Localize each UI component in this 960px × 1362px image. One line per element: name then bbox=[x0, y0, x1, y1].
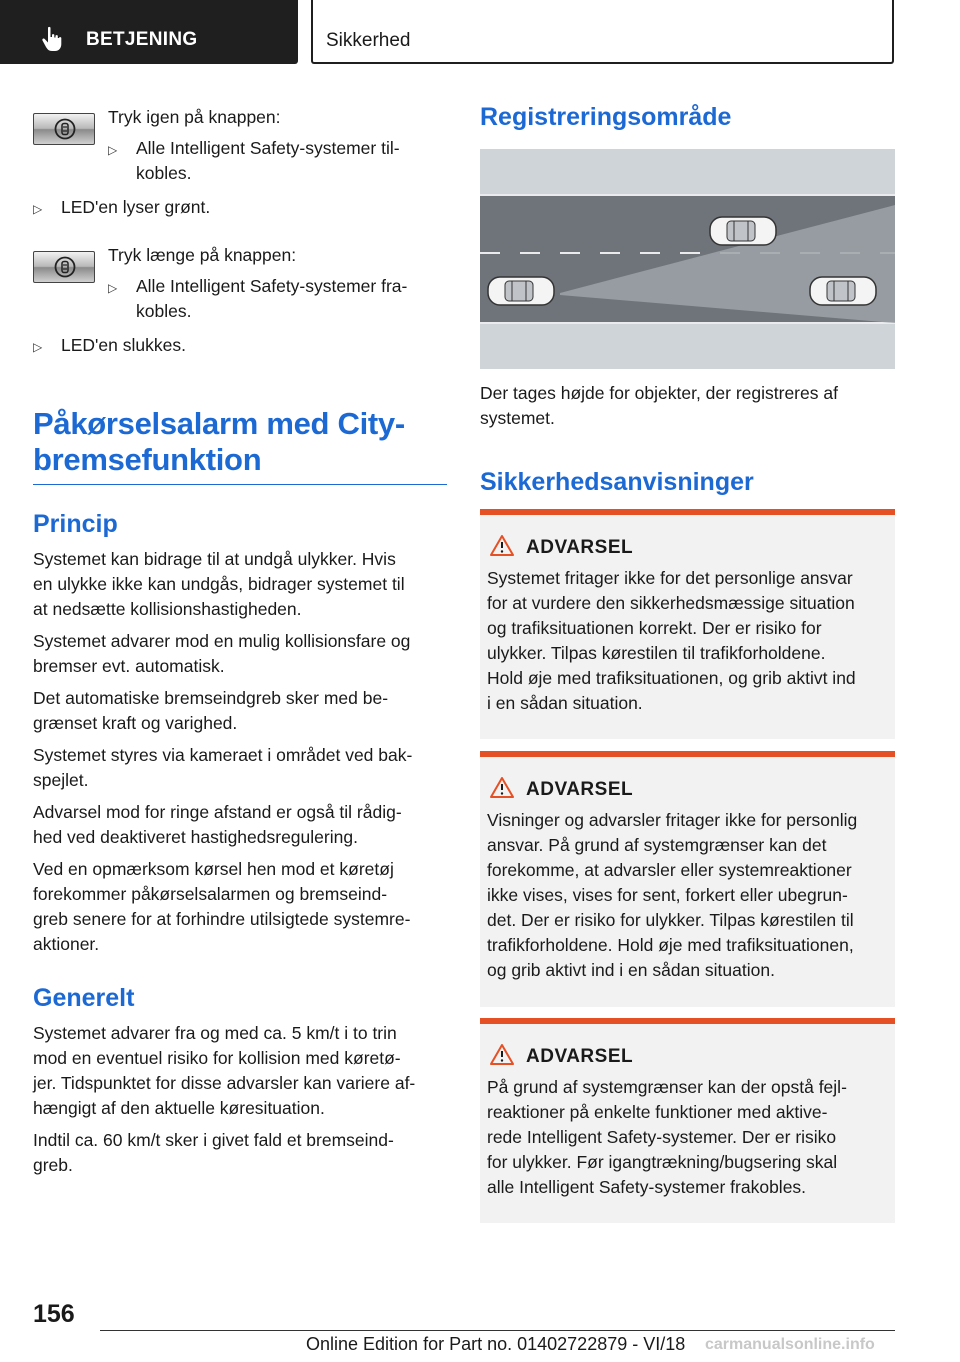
paragraph-line: greb senere for at forhindre utilsigtede systemre- bbox=[33, 909, 411, 929]
footer-rule bbox=[100, 1330, 895, 1331]
diagram-caption: Der tages højde for objekter, der registreres af bbox=[480, 383, 838, 403]
car-icon bbox=[710, 217, 776, 245]
press-long-text: Tryk længe på knappen: bbox=[108, 245, 297, 265]
header-section-title: BETJENING bbox=[86, 29, 198, 50]
paragraph-line: hed ved deaktiveret hastighedsregulering. bbox=[33, 827, 358, 847]
registrering-heading: Registreringsområde bbox=[480, 103, 732, 131]
sub-item-line: Alle Intelligent Safety-systemer til- bbox=[136, 138, 400, 158]
list-item: LED'en lyser grønt. bbox=[61, 197, 211, 217]
paragraph-line: Systemet kan bidrage til at undgå ulykker. Hvis bbox=[33, 549, 396, 569]
warning-line: trafikforholdene. Hold øje med trafiksituationen, bbox=[487, 935, 854, 955]
warning-line: Hold øje med trafiksituationen, og grib aktivt ind bbox=[487, 668, 856, 688]
bullet-arrow: ▷ bbox=[108, 143, 118, 157]
paragraph-line: Advarsel mod for ringe afstand er også til rådig- bbox=[33, 802, 402, 822]
warning-line: for at vurdere den sikkerhedsmæssige situation bbox=[487, 593, 855, 613]
edition-text: Online Edition for Part no. 01402722879 - VI/18 bbox=[306, 1334, 686, 1354]
paragraph-line: jer. Tidspunktet for disse advarsler kan variere af- bbox=[33, 1073, 416, 1093]
paragraph-line: at nedsætte kollisionshastigheden. bbox=[33, 599, 302, 619]
paragraph-line: Systemet advarer mod en mulig kollisionsfare og bbox=[33, 631, 411, 651]
sub-item-line: kobles. bbox=[136, 301, 192, 321]
detection-area-diagram bbox=[480, 149, 895, 369]
generelt-heading: Generelt bbox=[33, 984, 135, 1012]
warning-line: og trafiksituationen korrekt. Der er risiko for bbox=[487, 618, 822, 638]
warning-title: ADVARSEL bbox=[526, 779, 634, 800]
sikkerhed-heading: Sikkerhedsanvisninger bbox=[480, 468, 754, 496]
bullet-arrow: ▷ bbox=[108, 281, 118, 295]
warning-line: På grund af systemgrænser kan der opstå fejl- bbox=[487, 1077, 847, 1097]
warning-title: ADVARSEL bbox=[526, 1046, 634, 1067]
paragraph-line: forekommer påkørselsalarmen og bremseind- bbox=[33, 884, 388, 904]
warning-line: Systemet fritager ikke for det personlige ansvar bbox=[487, 568, 853, 588]
warning-line: forekomme, at advarsler eller systemreaktioner bbox=[487, 860, 852, 880]
paragraph-line: Ved en opmærksom kørsel hen mod et køretøj bbox=[33, 859, 394, 879]
safety-button-image bbox=[33, 113, 95, 145]
page-number: 156 bbox=[33, 1300, 75, 1328]
safety-button-image bbox=[33, 251, 95, 283]
warning-title: ADVARSEL bbox=[526, 537, 634, 558]
warning-box bbox=[480, 1018, 895, 1223]
paragraph-line: bremser evt. automatisk. bbox=[33, 656, 225, 676]
diagram-caption: systemet. bbox=[480, 408, 555, 428]
warning-line: alle Intelligent Safety-systemer frakobles. bbox=[487, 1177, 807, 1197]
warning-box bbox=[480, 509, 895, 739]
warning-line: rede Intelligent Safety-systemer. Der er risiko bbox=[487, 1127, 837, 1147]
heading-rule bbox=[33, 484, 447, 485]
warning-triangle-icon bbox=[489, 776, 515, 799]
intelligent-safety-icon bbox=[53, 255, 77, 279]
press-again-text: Tryk igen på knappen: bbox=[108, 107, 281, 127]
car-icon bbox=[488, 277, 554, 305]
warning-text bbox=[487, 808, 891, 983]
paragraph-line: en ulykke ikke kan undgås, bidrager systemet til bbox=[33, 574, 405, 594]
sub-item-line: kobles. bbox=[136, 163, 192, 183]
warning-line: reaktioner på enkelte funktioner med aktive- bbox=[487, 1102, 828, 1122]
paragraph-line: Systemet styres via kameraet i området ved bak- bbox=[33, 745, 413, 765]
warning-box bbox=[480, 751, 895, 1007]
hand-icon bbox=[40, 26, 64, 52]
warning-line: ulykker. Tilpas kørestilen til trafikforholdene. bbox=[487, 643, 826, 663]
warning-line: Visninger og advarsler fritager ikke for personlig bbox=[487, 810, 858, 830]
car-icon bbox=[810, 277, 876, 305]
bullet-arrow: ▷ bbox=[33, 340, 43, 354]
paragraph-line: mod en eventuel risiko for kollision med køretø- bbox=[33, 1048, 401, 1068]
warning-triangle-icon bbox=[489, 534, 515, 557]
princip-heading: Princip bbox=[33, 510, 118, 538]
warning-line: og grib aktivt ind i en sådan situation. bbox=[487, 960, 775, 980]
warning-line: ikke vises, vises for sent, forkert eller ubegrun- bbox=[487, 885, 848, 905]
sub-item-line: Alle Intelligent Safety-systemer fra- bbox=[136, 276, 408, 296]
paragraph-line: Indtil ca. 60 km/t sker i givet fald et bremseind- bbox=[33, 1130, 394, 1150]
warning-line: for ulykker. Før igangtrækning/bugsering skal bbox=[487, 1152, 838, 1172]
main-heading bbox=[33, 406, 405, 478]
warning-triangle-icon bbox=[489, 1043, 515, 1066]
paragraph-line: aktioner. bbox=[33, 934, 100, 954]
watermark-text: carmanualsonline.info bbox=[705, 1336, 875, 1353]
warning-text bbox=[487, 566, 891, 716]
header-section-tab bbox=[0, 0, 298, 64]
paragraph-line: grænset kraft og varighed. bbox=[33, 713, 238, 733]
warning-line: i en sådan situation. bbox=[487, 693, 643, 713]
warning-text bbox=[487, 1075, 891, 1200]
paragraph-line: Det automatiske bremseindgreb sker med be- bbox=[33, 688, 389, 708]
intelligent-safety-icon bbox=[53, 117, 77, 141]
paragraph-line: Systemet advarer fra og med ca. 5 km/t i to trin bbox=[33, 1023, 397, 1043]
header-chapter-title: Sikkerhed bbox=[326, 30, 411, 51]
bullet-arrow: ▷ bbox=[33, 202, 43, 216]
paragraph-line: spejlet. bbox=[33, 770, 89, 790]
paragraph-line: hængigt af den aktuelle køresituation. bbox=[33, 1098, 325, 1118]
warning-line: ansvar. På grund af systemgrænser kan det bbox=[487, 835, 827, 855]
paragraph-line: greb. bbox=[33, 1155, 73, 1175]
warning-line: det. Der er risiko for ulykker. Tilpas kørestilen til bbox=[487, 910, 854, 930]
road-detection-illustration bbox=[480, 149, 895, 369]
main-heading-line: bremsefunktion bbox=[33, 442, 262, 477]
main-heading-line: Påkørselsalarm med City- bbox=[33, 406, 405, 441]
list-item: LED'en slukkes. bbox=[61, 335, 186, 355]
